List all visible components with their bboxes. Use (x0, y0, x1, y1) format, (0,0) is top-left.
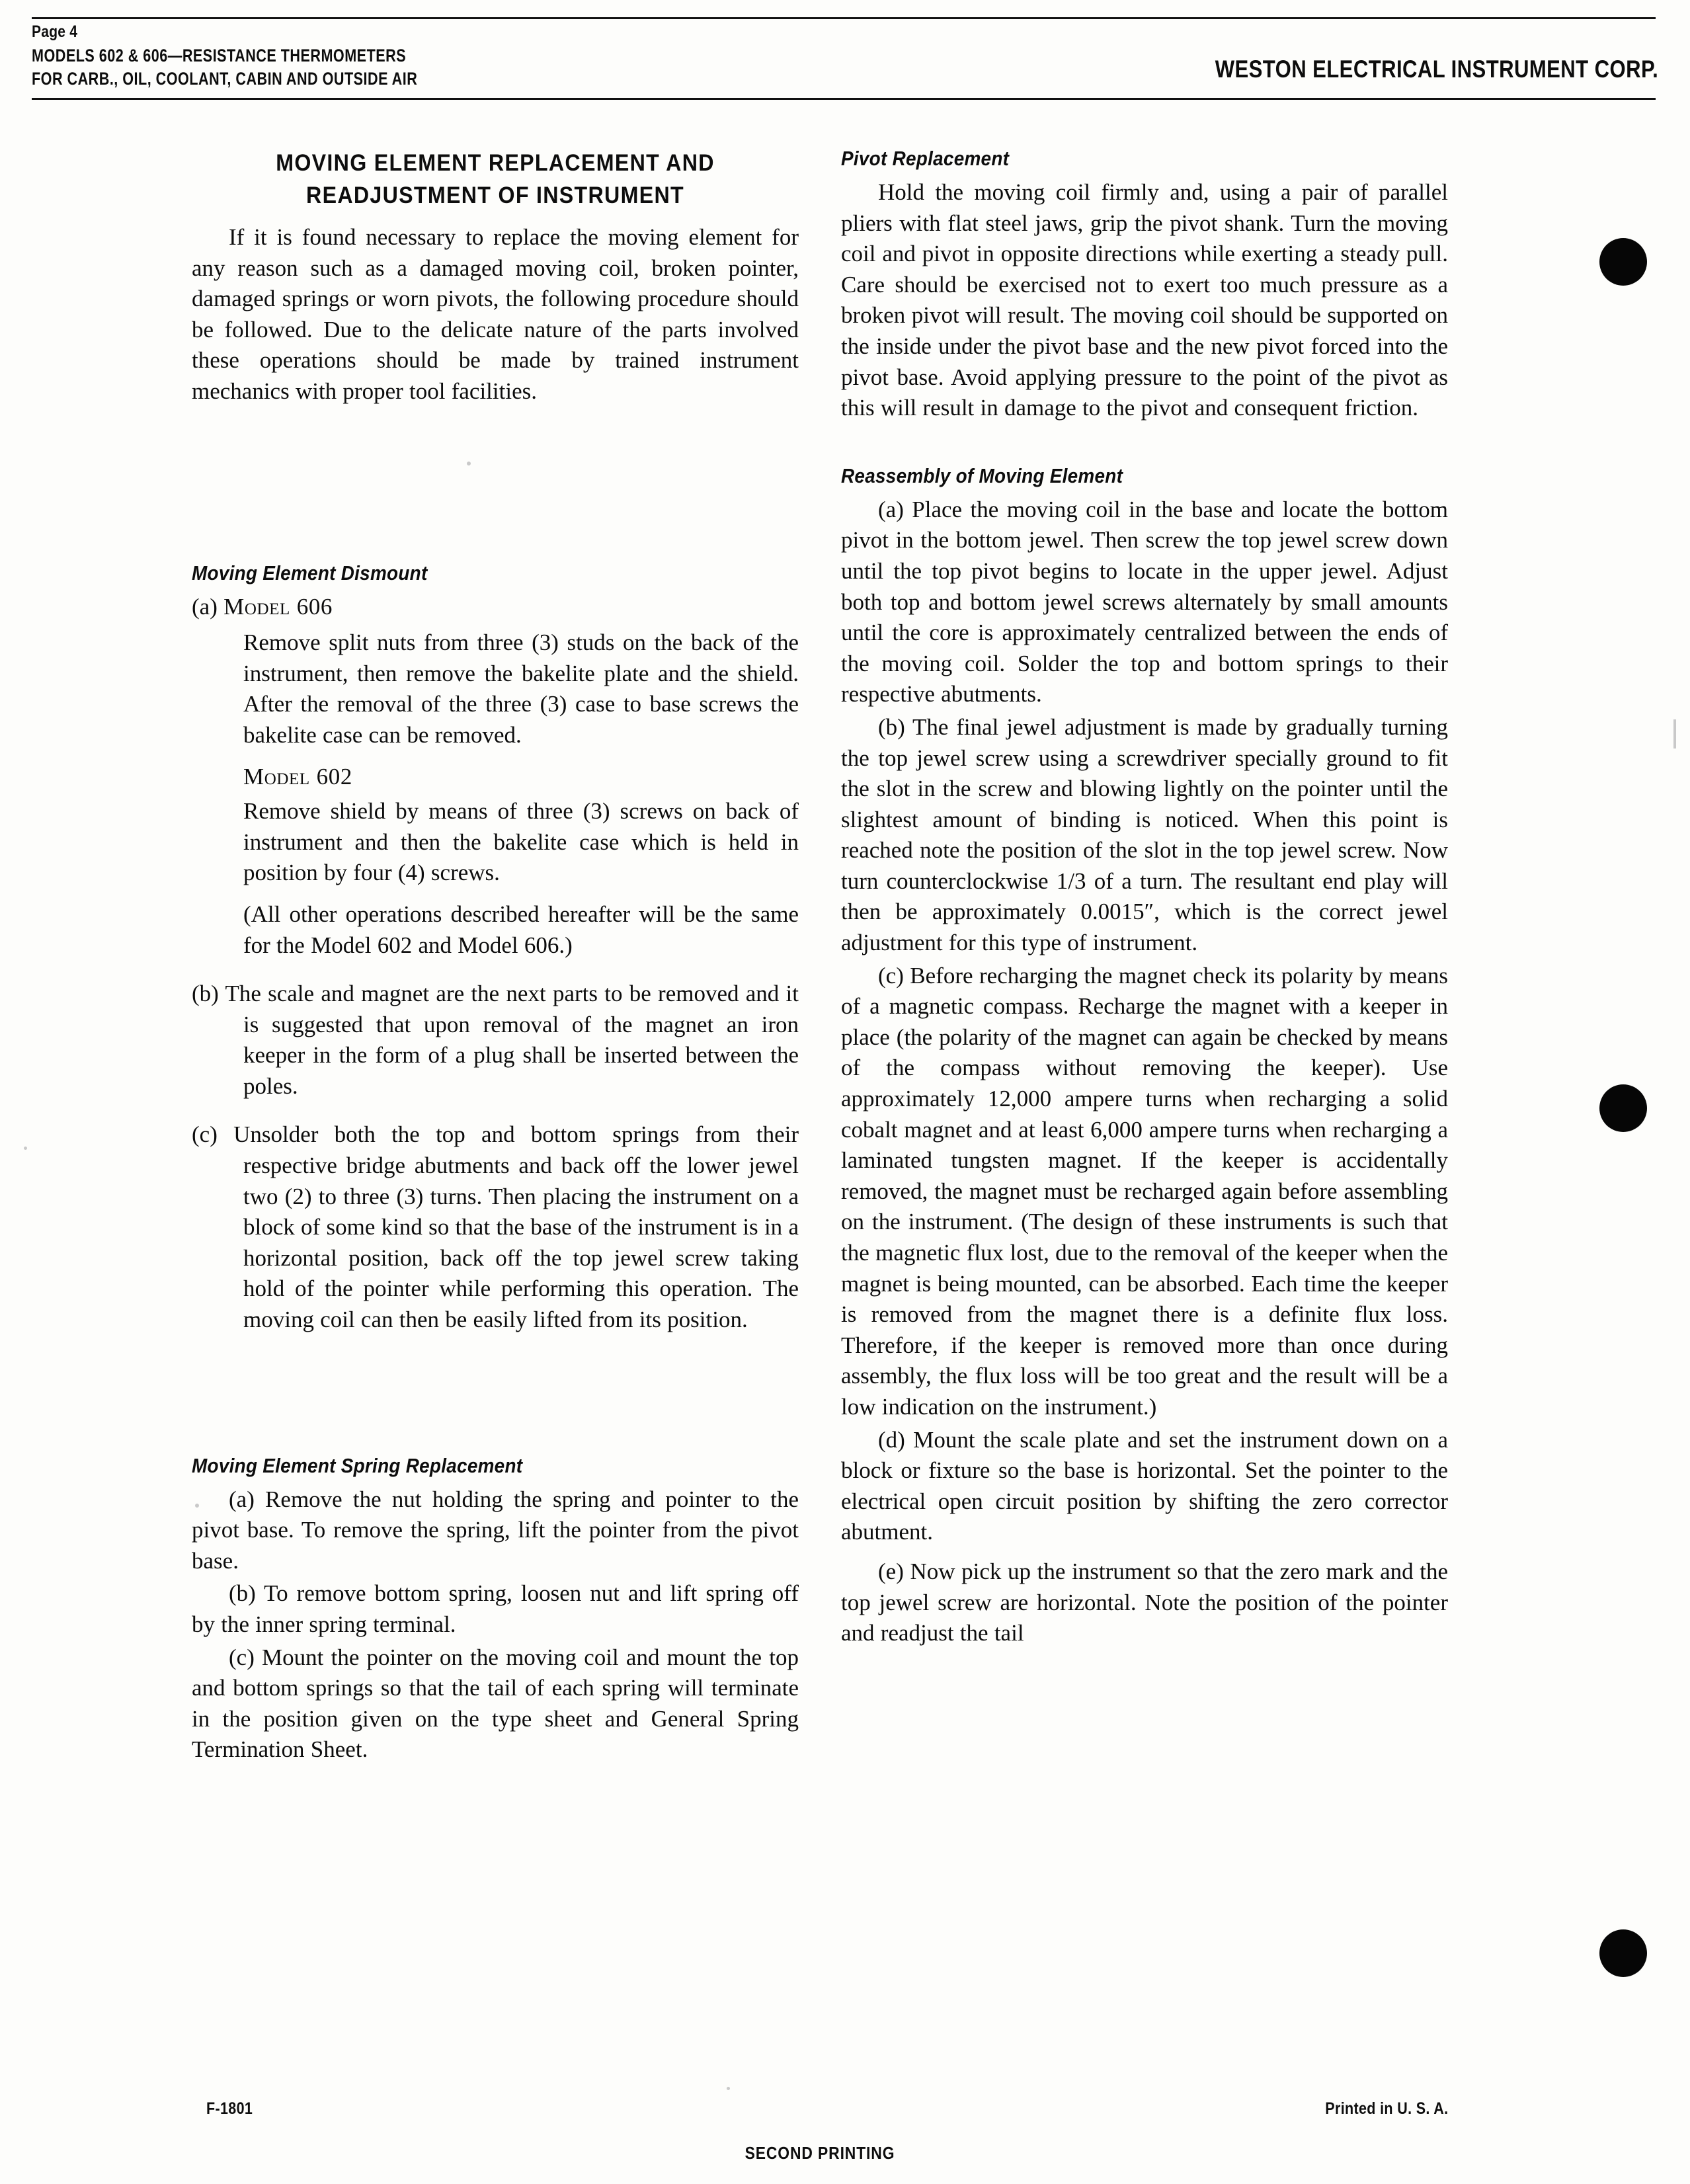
section-main-title: MOVING ELEMENT REPLACEMENT AND READJUSTMENT OF INSTRUMENT (276, 150, 715, 208)
page-number-label: Page 4 (32, 22, 78, 41)
model-602-label: Model 602 (243, 763, 352, 789)
footer-printing-note: SECOND PRINTING (744, 2143, 895, 2163)
left-column (192, 147, 799, 1767)
item-a-body: Remove split nuts from three (3) studs on the back of the instrument, then remove the bakelite plate and the shield. After the removal of the three (3) case to base screws the bakelite case can be removed. (243, 629, 799, 748)
heading-pivot-replacement: Pivot Replacement (841, 147, 1010, 170)
heading-reassembly: Reassembly of Moving Element (841, 464, 1123, 487)
footer-form-number: F-1801 (206, 2099, 253, 2118)
model-602-note: (All other operations described hereafter will be the same for the Model 602 and Model 606.) (243, 901, 799, 958)
header-company-name: WESTON ELECTRICAL INSTRUMENT CORP. (1215, 56, 1658, 83)
header-left-block (32, 22, 514, 91)
scan-edge-mark (1673, 719, 1676, 748)
two-column-body (192, 147, 1448, 1767)
punch-hole-bottom (1599, 1929, 1647, 1977)
spring-item-b: (b) To remove bottom spring, loosen nut and lift spring off by the inner spring terminal. (192, 1580, 799, 1637)
scan-speck (24, 1147, 27, 1150)
punch-hole-middle (1599, 1084, 1647, 1132)
reassembly-item-d: (d) Mount the scale plate and set the instrument down on a block or fixture so the base is horizontal. Set the pointer to the electrical open circuit position by shifting the zero corrector abutment. (841, 1426, 1448, 1545)
vertical-spacer (841, 1550, 1448, 1557)
item-a-model-606-label (192, 592, 799, 623)
footer-printed-in: Printed in U. S. A. (1324, 2099, 1448, 2118)
reassembly-item-a: (a) Place the moving coil in the base and locate the bottom pivot in the bottom jewel. Then screw the top jewel screw down until the top pivot begins to locate in the upper jewel. Adjust both top and bottom jewel screws alternately by small amounts until the core is approximately centralized between the ends of the moving coil. Solder the top and bottom springs to their respective abutments. (841, 496, 1448, 708)
spring-item-a: (a) Remove the nut holding the spring and pointer to the pivot base. To remove the spring, lift the pointer from the pivot base. (192, 1486, 799, 1574)
intro-paragraph: If it is found necessary to replace the moving element for any reason such as a damaged moving coil, broken pointer, damaged springs or worn pivots, the following procedure should be followed. Due to the delicate nature of the parts involved these operations should be made by trained instrument mechanics with proper tool facilities. (192, 224, 799, 404)
page-footer (192, 2099, 1448, 2172)
header-models-line: MODELS 602 & 606—RESISTANCE THERMOMETERS (32, 46, 407, 65)
heading-moving-element-dismount: Moving Element Dismount (192, 561, 428, 585)
page-header (32, 22, 1658, 89)
header-bottom-rule (32, 98, 1656, 100)
punch-hole-top (1599, 238, 1647, 286)
vertical-spacer (192, 1104, 799, 1119)
item-a-marker: (a) (192, 593, 218, 620)
item-c-paragraph: (c) Unsolder both the top and bottom springs from their respective bridge abutments and back off the lower jewel two (2) to three (3) turns. Then placing the instrument on a block of some kind so that the base of the instrument is in a horizontal position, back off the top jewel screw taking hold of the pointer while performing this operation. The moving coil can then be easily lifted from its position. (192, 1121, 799, 1333)
vertical-spacer (192, 409, 799, 561)
heading-spring-replacement: Moving Element Spring Replacement (192, 1453, 523, 1477)
vertical-spacer (841, 426, 1448, 464)
header-top-rule (32, 17, 1656, 19)
vertical-spacer (192, 963, 799, 979)
model-606-label: Model 606 (223, 593, 333, 620)
item-b-paragraph: (b) The scale and magnet are the next parts to be removed and it is suggested that upon removal of the magnet an iron keeper in the form of a plug shall be inserted between the poles. (192, 981, 799, 1099)
model-602-body: Remove shield by means of three (3) screws on back of instrument and then the bakelite case which is held in position by four (4) screws. (243, 798, 799, 886)
right-column (841, 147, 1448, 1767)
header-application-line: FOR CARB., OIL, COOLANT, CABIN AND OUTSIDE AIR (32, 69, 418, 89)
scan-speck (727, 2087, 730, 2090)
pivot-replacement-paragraph: Hold the moving coil firmly and, using a pair of parallel pliers with flat steel jaws, grip the pivot shank. Turn the moving coil and pivot in opposite directions while exerting a steady pull. Care should be exercised not to exert too much pressure as a broken pivot will result. The moving coil should be supported on the inside under the pivot base and the new pivot forced into the pivot base. Avoid applying pressure to the point of the pivot as this will result in damage to the pivot and consequent friction. (841, 179, 1448, 421)
reassembly-item-c: (c) Before recharging the magnet check its polarity by means of a magnetic compass. Recharge the magnet with a keeper in place (the polarity of the magnet can again be checked by means of the compass without removing the keeper). Use approximately 12,000 ampere turns when recharging a solid cobalt magnet and at least 6,000 ampere turns when recharging a laminated tungsten magnet. If the keeper is accidentally removed, the magnet must be recharged again before assembling on the instrument. (The design of these instruments is such that the magnetic flux lost, due to the removal of the keeper when the magnet is being mounted, can be absorbed. Each time the keeper is removed from the magnet there is a definite flux loss. Therefore, if the keeper is removed more than once during assembly, the flux loss will be too great and the result will be a low indication on the instrument.) (841, 962, 1448, 1420)
reassembly-item-b: (b) The final jewel adjustment is made by gradually turning the top jewel screw using a screwdriver specially ground to fit the slot in the screw and blowing lightly on the pointer until the slightest amount of binding is noticed. When this point is reached note the position of the slot in the top jewel screw. Now turn counterclockwise 1/3 of a turn. The resultant end play will then be approximately 0.0015″, which is the correct jewel adjustment for this type of instrument. (841, 713, 1448, 956)
reassembly-item-e: (e) Now pick up the instrument so that the zero mark and the top jewel screw are horizontal. Note the position of the pointer and readjust the tail (841, 1558, 1448, 1646)
spring-item-c: (c) Mount the pointer on the moving coil and mount the top and bottom springs so that the tail of each spring will terminate in the position given on the type sheet and General Spring Termination Sheet. (192, 1644, 799, 1763)
vertical-spacer (192, 1338, 799, 1454)
